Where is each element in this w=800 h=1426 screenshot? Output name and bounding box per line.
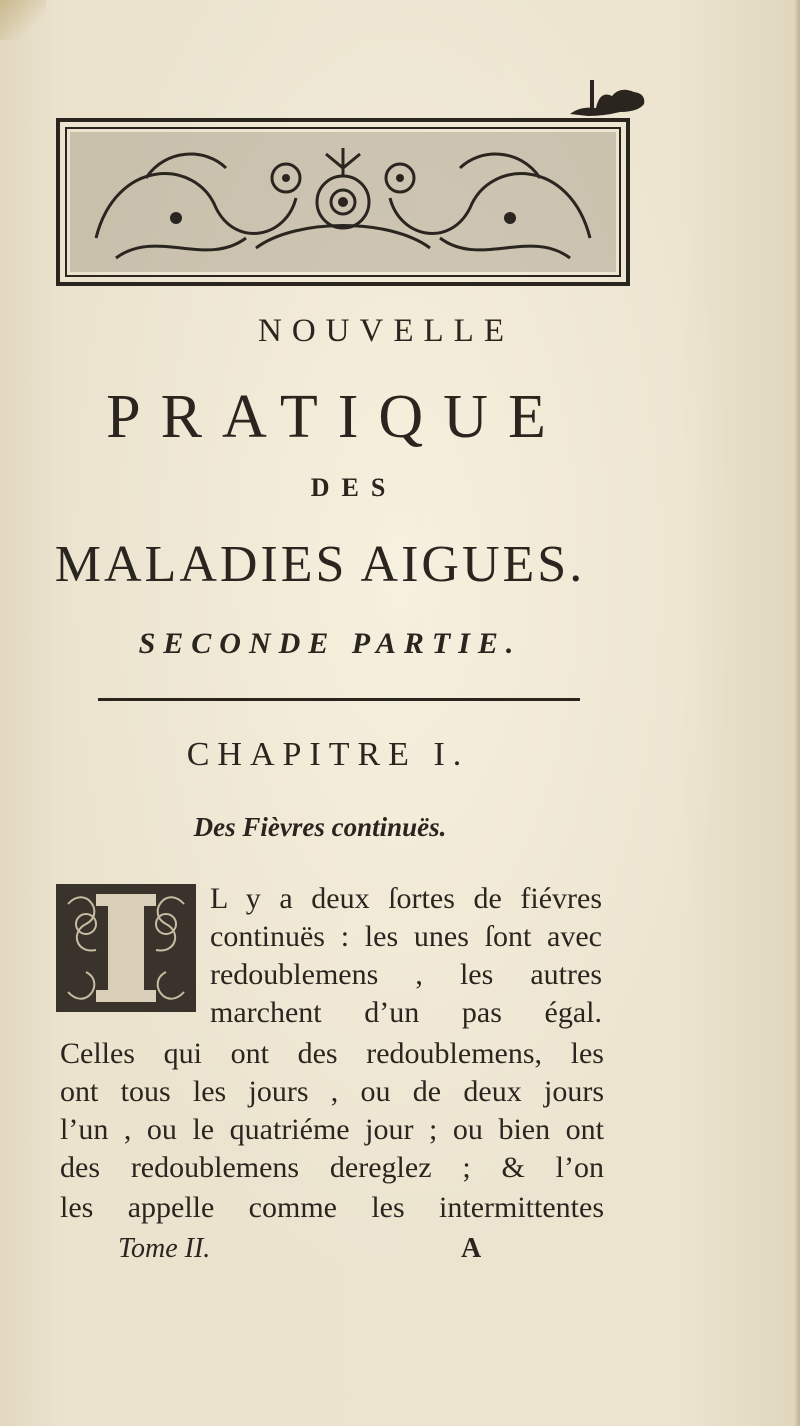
- ink-blot: [560, 76, 648, 120]
- title-line-des: DES: [310, 473, 398, 502]
- body-line-5: Celles qui ont des redoublemens, les: [60, 1037, 604, 1070]
- page-edge-shadow: [794, 0, 800, 1426]
- chapter-heading: Des Fièvres continuës.: [193, 812, 447, 842]
- footer-gathering-letter: A: [461, 1233, 482, 1264]
- body-line-3: redoublemens , les autres: [210, 958, 602, 991]
- title-line-pratique: PRATIQUE: [106, 383, 566, 451]
- headpiece-ornament: [56, 118, 630, 286]
- title-line-partie: SECONDE PARTIE.: [138, 627, 522, 660]
- body-line-9: les appelle comme les intermittentes: [60, 1191, 604, 1224]
- chapter-label: CHAPITRE I.: [186, 736, 470, 773]
- title-line-nouvelle: NOUVELLE: [258, 313, 514, 349]
- body-line-6: ont tous les jours , ou de deux jours: [60, 1075, 604, 1108]
- body-line-7: l’un , ou le quatriéme jour ; ou bien ont: [60, 1113, 604, 1146]
- title-line-maladies: MALADIES AIGUES.: [54, 536, 586, 593]
- page-corner-stain: [0, 0, 46, 40]
- body-line-4: marchent d’un pas égal.: [210, 996, 602, 1029]
- body-line-2: continuës : les unes ſont avec: [210, 920, 602, 953]
- body-line-1: L y a deux ſortes de fiévres: [210, 882, 602, 915]
- footer-volume-signature: Tome II.: [118, 1233, 211, 1264]
- horizontal-rule: [98, 698, 580, 701]
- drop-cap-initial: [56, 884, 196, 1012]
- body-line-8: des redoublemens dereglez ; & l’on: [60, 1151, 604, 1184]
